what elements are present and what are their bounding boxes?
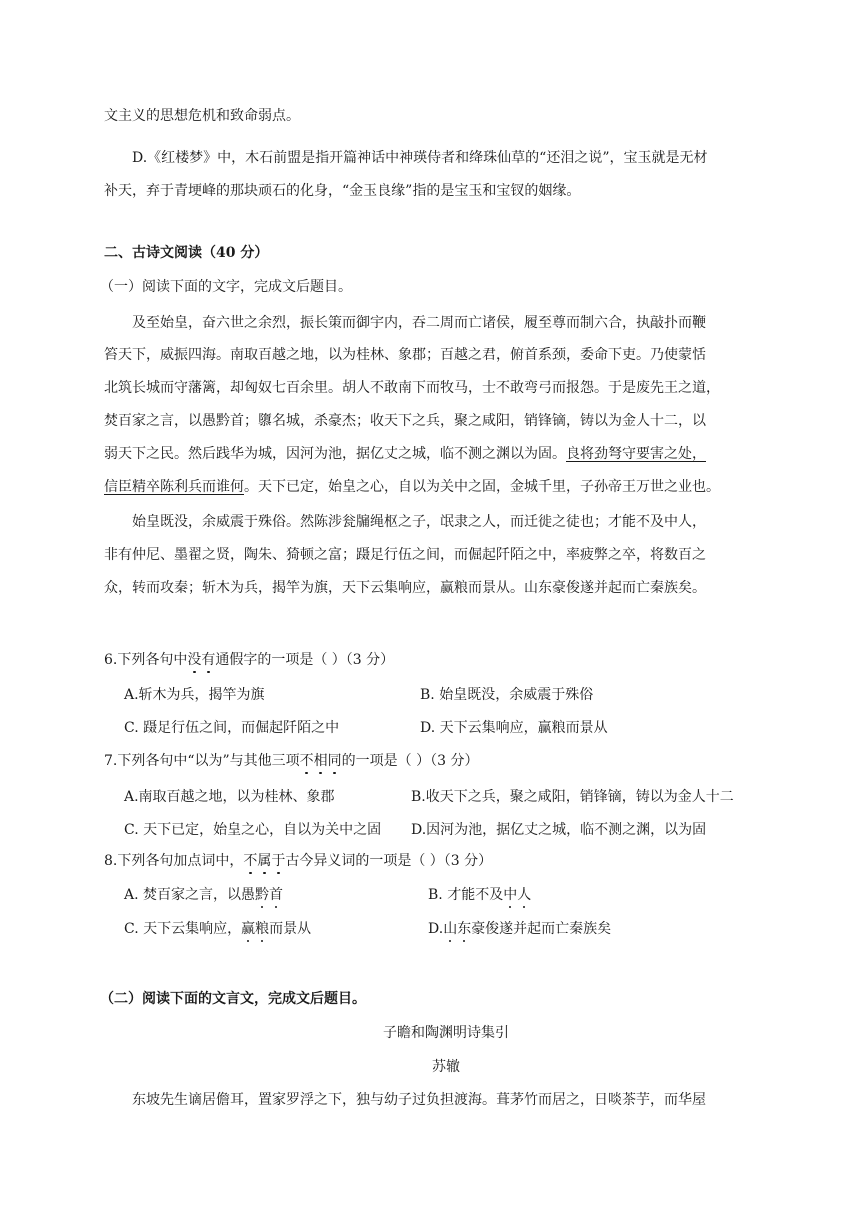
q8-option-a — [124, 885, 283, 905]
passage-line: 北筑长城而守藩篱，却匈奴七百余里。胡人不敢南下而牧马，士不敢弯弓而报怨。于是废先王之道， — [104, 380, 720, 396]
question-text: 8.下列各句加点词中， — [104, 853, 244, 869]
dotted-char: 于 — [271, 853, 286, 869]
dotted-char: 山 — [443, 921, 458, 937]
option-text: 而景从 — [269, 921, 312, 937]
q6-option-b: B. 始皇既没，余威震于殊俗 — [420, 687, 594, 703]
passage-text: 弱天下之民。然后践华为城，因河为池，据亿丈之城，临不测之渊以为固。 — [104, 446, 566, 462]
dotted-char: 不 — [299, 753, 314, 769]
q6-option-a: A.斩木为兵，揭竿为旗 — [124, 687, 265, 703]
option-d-line2: 补天，弃于青埂峰的那块顽石的化身，“金玉良缘”指的是宝玉和宝钗的姻缘。 — [104, 183, 581, 199]
question-text: 古今异义词的一项是（ ）（3 分） — [285, 853, 493, 869]
option-text: C. 天下云集响应， — [124, 921, 242, 937]
dotted-char: 黔 — [255, 887, 270, 903]
passage-text: 。天下已定，始皇之心，自以为关中之固，金城千里，子孙帝王万世之业也。 — [244, 479, 720, 495]
question-6 — [104, 650, 764, 670]
dotted-char: 赢 — [241, 921, 256, 937]
passage-line: 始皇既没，余威震于殊俗。然陈涉瓮牖绳枢之子，氓隶之人，而迁徙之徒也；才能不及中人， — [132, 514, 706, 530]
underlined-sentence: 信臣精卒陈利兵而谁何 — [104, 479, 244, 495]
dotted-char: 不 — [243, 853, 258, 869]
passage-line — [104, 444, 764, 464]
article-title: 子瞻和陶渊明诗集引 — [383, 1025, 509, 1041]
dotted-char: 有 — [201, 652, 216, 668]
option-text: A. 焚百家之言，以愚 — [124, 887, 256, 903]
question-8 — [104, 851, 764, 871]
question-7 — [104, 751, 764, 771]
article-line: 东坡先生谪居儋耳，置家罗浮之下，独与幼子过负担渡海。葺茅竹而居之，日啖茶芋，而华屋 — [132, 1092, 706, 1108]
question-text: 的一项是（ ）（3 分） — [341, 753, 479, 769]
dotted-char: 相 — [313, 753, 328, 769]
passage-line: 笞天下，威振四海。南取百越之地，以为桂林、象郡；百越之君，俯首系颈，委命下吏。乃使蒙恬 — [104, 347, 706, 363]
q8-option-b — [428, 885, 531, 905]
passage-line: 非有仲尼、墨翟之贤，陶朱、猗顿之富；蹑足行伍之间，而倔起阡陌之中，率疲弊之卒，将数百之 — [104, 547, 706, 563]
passage-line — [104, 477, 764, 497]
dotted-char: 属 — [257, 853, 272, 869]
passage-line: 及至始皇，奋六世之余烈，振长策而御宇内，吞二周而亡诸侯，履至尊而制六合，执敲扑而鞭 — [132, 315, 706, 331]
q7-option-c: C. 天下已定，始皇之心，自以为关中之固 — [124, 822, 382, 838]
underlined-sentence: 良将劲弩守要害之处， — [566, 446, 706, 462]
q6-option-c: C. 蹑足行伍之间，而倔起阡陌之中 — [124, 720, 340, 736]
dotted-char: 同 — [327, 753, 342, 769]
q7-option-a: A.南取百越之地，以为桂林、象郡 — [124, 789, 335, 805]
dotted-char: 粮 — [255, 921, 270, 937]
section-heading: 二、古诗文阅读（40 分） — [104, 245, 269, 261]
dotted-char: 没 — [187, 652, 202, 668]
question-text: 通假字的一项是（ ）（3 分） — [215, 652, 395, 668]
passage-line: 焚百家之言，以愚黔首；隳名城，杀豪杰；收天下之兵，聚之咸阳，销锋镝，铸以为金人十二，以 — [104, 413, 706, 429]
q7-option-b: B.收天下之兵，聚之咸阳，销锋镝，铸以为金人十二 — [411, 789, 734, 805]
option-text: D. — [428, 921, 444, 937]
option-d-line1: D.《红楼梦》中，木石前盟是指开篇神话中神瑛侍者和绛珠仙草的“还泪之说”，宝玉就是无材 — [132, 150, 708, 166]
question-text: 6.下列各句中 — [104, 652, 188, 668]
text-line: 文主义的思想危机和致命弱点。 — [104, 108, 300, 124]
dotted-char: 东 — [457, 921, 472, 937]
dotted-char: 首 — [269, 887, 284, 903]
question-text: 7.下列各句中“以为”与其他三项 — [104, 753, 300, 769]
option-text: 豪俊遂并起而亡秦族矣 — [471, 921, 612, 937]
q7-option-d: D.因河为池，据亿丈之城，临不测之渊，以为固 — [411, 822, 707, 838]
part2-heading: （二）阅读下面的文言文，完成文后题目。 — [100, 991, 366, 1007]
q8-option-d — [428, 919, 611, 939]
option-text: B. 才能不及 — [428, 887, 504, 903]
dotted-char: 人 — [517, 887, 532, 903]
article-author: 苏辙 — [432, 1059, 460, 1075]
dotted-char: 中 — [503, 887, 518, 903]
q6-option-d: D. 天下云集响应，赢粮而景从 — [420, 720, 608, 736]
q8-option-c — [124, 919, 311, 939]
passage-line: 众，转而攻秦；斩木为兵，揭竿为旗，天下云集响应，赢粮而景从。山东豪俊遂并起而亡秦族矣。 — [104, 580, 706, 596]
part1-heading: （一）阅读下面的文字，完成文后题目。 — [100, 279, 352, 295]
